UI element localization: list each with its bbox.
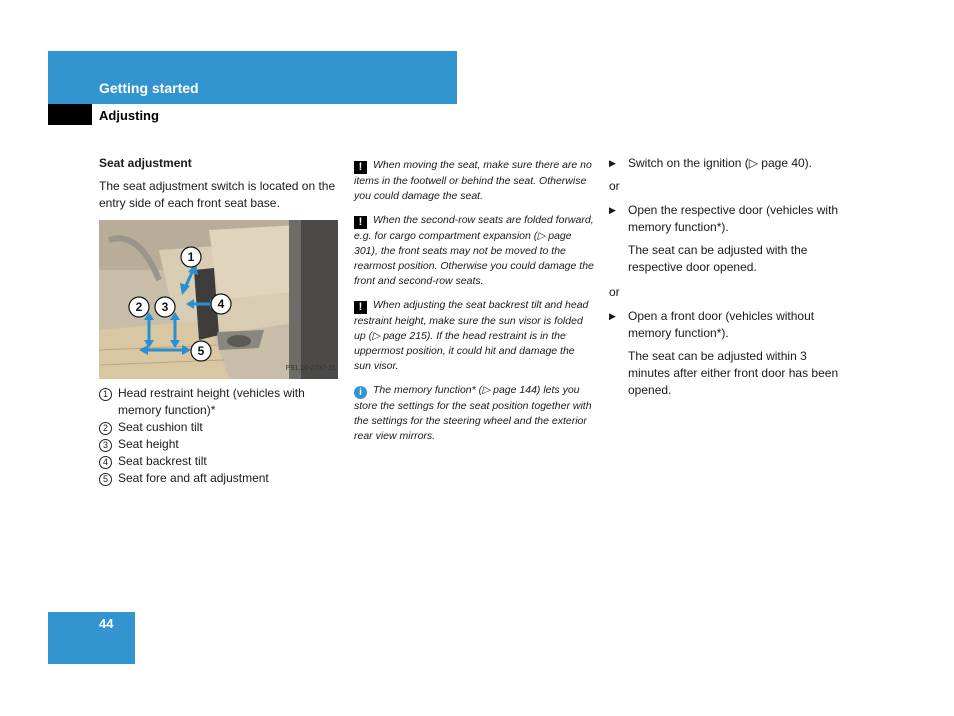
warning-note-sun-visor [354, 298, 594, 374]
warning-icon: ! [354, 216, 367, 229]
info-icon: i [354, 386, 367, 399]
page-number-box [48, 612, 135, 664]
left-column [99, 155, 339, 487]
info-text: The memory function* (▷ page 144) lets you store the settings for the seat position together with the settings for the steering wheel and the exterior rear view mirrors. [354, 384, 592, 442]
legend-number-2: 2 [99, 422, 112, 435]
chapter-title: Getting started [99, 80, 199, 96]
page-number: 44 [99, 616, 114, 631]
callout-1-label: 1 [187, 250, 195, 264]
photo-reference-code: P91.10-2737-31 [285, 365, 336, 372]
instruction-step [609, 155, 849, 172]
callout-2-label: 2 [135, 300, 143, 314]
or-separator: or [609, 285, 620, 299]
legend-text: Seat backrest tilt [118, 454, 207, 468]
callout-5-label: 5 [197, 344, 205, 358]
warning-text: When adjusting the seat backrest tilt and head restraint height, make sure the sun visor is folded up (▷ page 215). If the head restraint is in the uppermost position, it could hit and damage the sun visor. [354, 299, 589, 372]
legend-number-3: 3 [99, 439, 112, 452]
legend-item [99, 419, 339, 436]
seat-adjustment-heading: Seat adjustment [99, 156, 192, 170]
seat-switch-photo [99, 220, 338, 379]
callout-3-label: 3 [161, 300, 169, 314]
arrow-bullet-icon: ▶ [609, 205, 616, 215]
section-title: Adjusting [99, 108, 159, 123]
arrow-bullet-icon: ▶ [609, 158, 616, 168]
callout-4-label: 4 [217, 297, 225, 311]
warning-note-seat-moving [354, 158, 594, 204]
info-note-memory-function [354, 383, 594, 444]
legend-item [99, 385, 339, 419]
callout-legend [99, 385, 339, 487]
step-text: Open a front door (vehicles without memory function*). [628, 309, 815, 340]
step-result: The seat can be adjusted with the respective door opened. [628, 243, 808, 274]
legend-number-1: 1 [99, 388, 112, 401]
legend-number-5: 5 [99, 473, 112, 486]
legend-text: Seat cushion tilt [118, 420, 203, 434]
chapter-header-bar [48, 51, 457, 104]
legend-text: Seat height [118, 437, 179, 451]
warning-text: When the second-row seats are folded forward, e.g. for cargo compartment expansion (▷ page 301), the front seats may not be moved to the rearmost position. Otherwise you could damage the front and second-row seats. [354, 214, 594, 287]
step-result: The seat can be adjusted within 3 minutes after either front door has been opened. [628, 349, 839, 397]
middle-column [354, 158, 594, 453]
right-column [609, 155, 849, 407]
legend-item [99, 436, 339, 453]
arrow-bullet-icon: ▶ [609, 311, 616, 321]
or-separator: or [609, 179, 620, 193]
warning-note-second-row [354, 213, 594, 289]
step-text: Open the respective door (vehicles with memory function*). [628, 203, 839, 234]
seat-photo-illustration [99, 220, 338, 379]
step-text: Switch on the ignition (▷ page 40). [628, 156, 813, 170]
warning-icon: ! [354, 161, 367, 174]
warning-text: When moving the seat, make sure there are no items in the footwell or behind the seat. Otherwise you could damage the seat. [354, 159, 592, 202]
legend-item [99, 470, 339, 487]
legend-text: Seat fore and aft adjustment [118, 471, 269, 485]
intro-paragraph: The seat adjustment switch is located on the entry side of each front seat base. [99, 179, 336, 210]
warning-icon: ! [354, 301, 367, 314]
legend-text: Head restraint height (vehicles with memory function)* [118, 386, 305, 417]
instruction-step [609, 308, 849, 342]
legend-item [99, 453, 339, 470]
legend-number-4: 4 [99, 456, 112, 469]
section-marker [48, 104, 92, 125]
instruction-step [609, 202, 849, 236]
